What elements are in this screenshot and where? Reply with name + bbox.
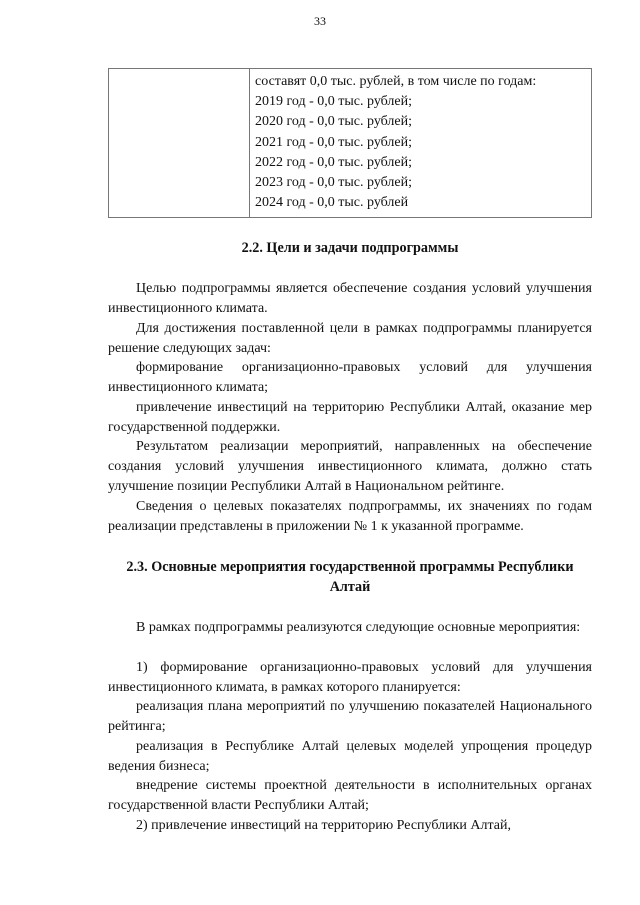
financing-year-line: 2024 год - 0,0 тыс. рублей [255,195,409,211]
financing-table-label-cell [109,69,250,218]
paragraph: формирование организационно-правовых условий для улучшения инвестиционного климата; [108,360,592,395]
paragraph: Результатом реализации мероприятий, направленных на обеспечение создания условий улучшения инвестиционного климата, должно стать улучшение позиции Республики Алтай в Национальном рейтинге. [108,439,592,494]
section-heading-2-3-line1: 2.3. Основные мероприятия государственной программы Республики [126,559,574,575]
page-number: 33 [314,14,326,28]
paragraph: Сведения о целевых показателях подпрограммы, их значениях по годам реализации представлены в приложении № 1 к указанной программе. [108,499,592,534]
section-heading-2-3-line2: Алтай [329,579,371,595]
paragraph: 2) привлечение инвестиций на территорию Республики Алтай, [136,818,511,833]
financing-total-line: составят 0,0 тыс. рублей, в том числе по годам: [255,74,537,89]
paragraph: внедрение системы проектной деятельности в исполнительных органах государственной власти Республики Алтай; [108,778,592,813]
paragraph: реализация в Республике Алтай целевых моделей упрощения процедур ведения бизнеса; [108,739,592,774]
section-heading-2-2: 2.2. Цели и задачи подпрограммы [241,240,459,256]
paragraph: 1) формирование организационно-правовых условий для улучшения инвестиционного климата, в рамках которого планируется: [108,660,592,695]
paragraph: реализация плана мероприятий по улучшению показателей Национального рейтинга; [108,699,592,734]
financing-year-line: 2023 год - 0,0 тыс. рублей; [255,175,413,191]
financing-year-line: 2021 год - 0,0 тыс. рублей; [255,134,413,150]
financing-year-line: 2019 год - 0,0 тыс. рублей; [255,94,413,110]
paragraph: Для достижения поставленной цели в рамках подпрограммы планируется решение следующих задач: [108,321,592,356]
financing-year-line: 2020 год - 0,0 тыс. рублей; [255,114,413,130]
financing-table-value-cell [250,69,592,218]
paragraph: Целью подпрограммы является обеспечение создания условий улучшения инвестиционного климата. [108,281,592,316]
section-heading-2-3 [108,557,592,597]
paragraph: В рамках подпрограммы реализуются следующие основные мероприятия: [136,620,581,635]
financing-year-line: 2022 год - 0,0 тыс. рублей; [255,154,413,170]
financing-table [108,68,592,218]
paragraph: привлечение инвестиций на территорию Республики Алтай, оказание мер государственной поддержки. [108,400,592,435]
